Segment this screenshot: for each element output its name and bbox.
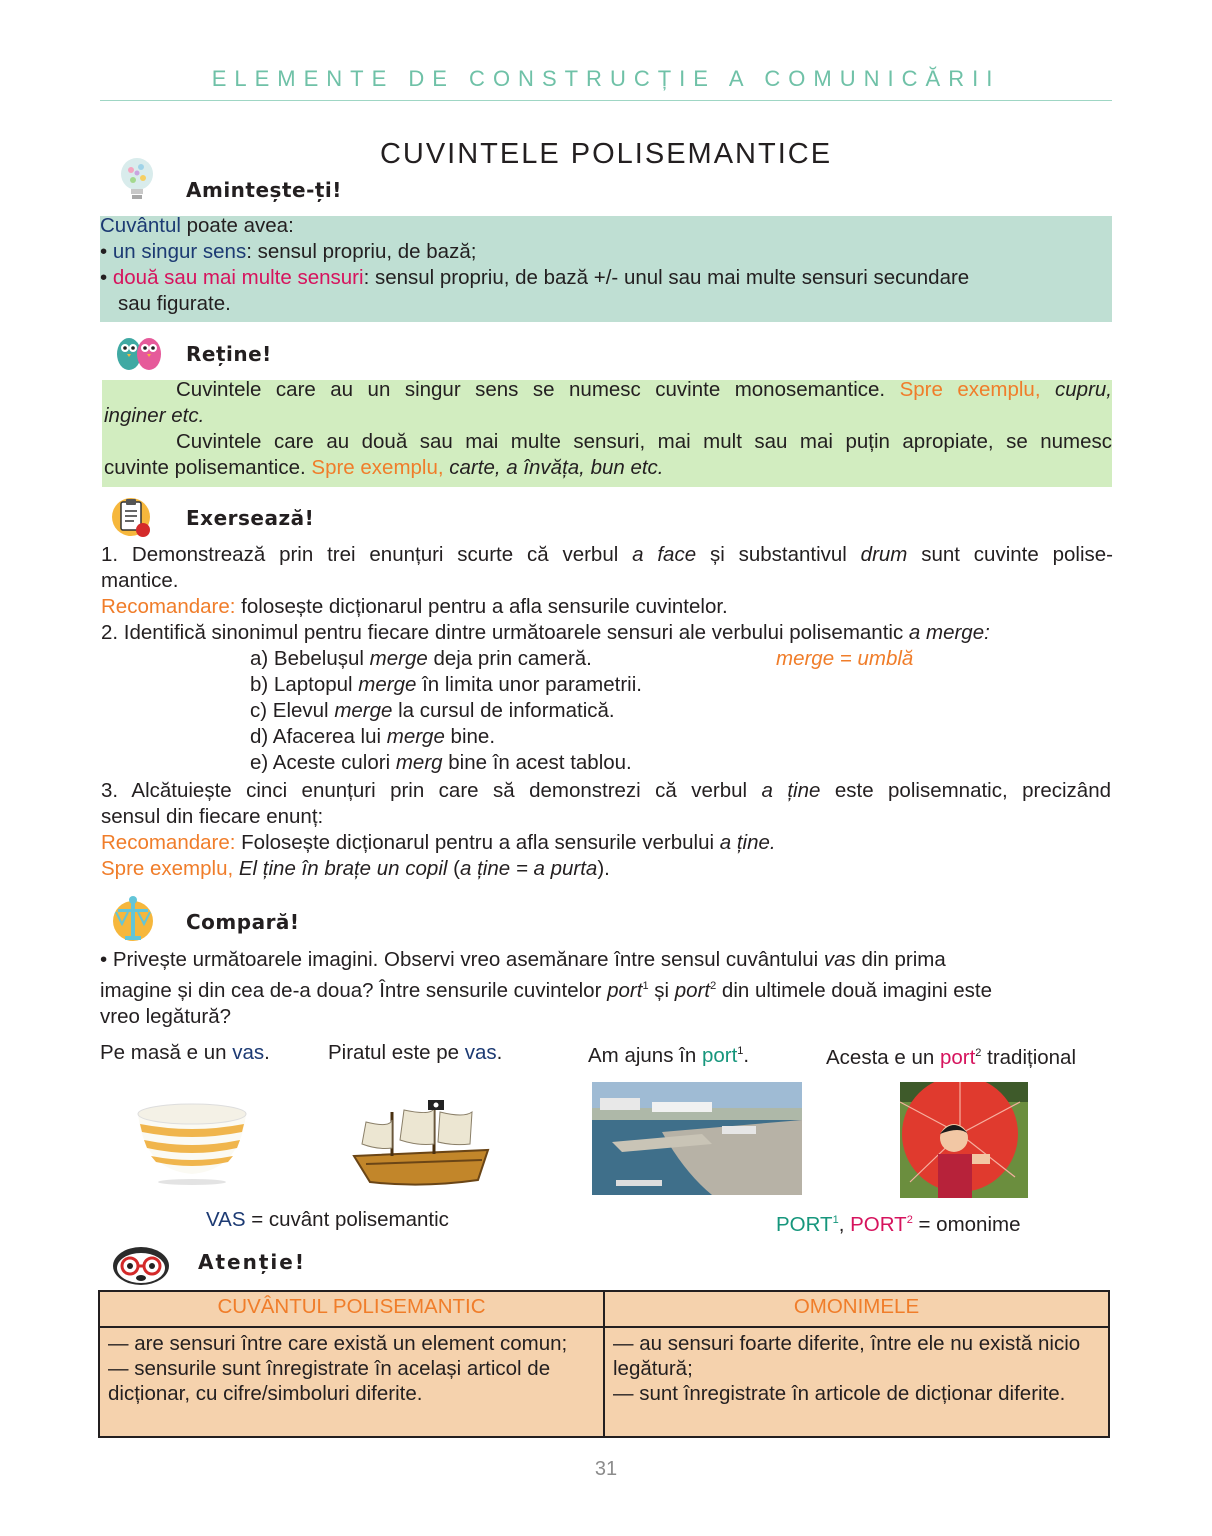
caption-bowl: Pe masă e un vas. xyxy=(100,1041,270,1064)
page-number: 31 xyxy=(594,1458,618,1480)
girl-parasol-photo xyxy=(900,1082,1028,1198)
port-definition: PORT$^1$, $PORT^2$ = omonime xyxy=(776,1212,1021,1236)
section-title-atentie: Atenție! xyxy=(198,1250,306,1274)
example-label: Spre exemplu, xyxy=(899,378,1056,401)
reminder-text: Cuvântul poate avea: • un singur sens: sensul propriu, de bază; • două sau mai multe sensuri: sensul propriu, de bază +/- unul sau mai multe sensuri secundare sau figurate. xyxy=(100,214,970,315)
example-label: Spre exemplu, xyxy=(311,456,450,479)
pirate-ship-image xyxy=(344,1098,496,1190)
table-header-homonyms: OMONIMELE xyxy=(604,1291,1109,1327)
keyword-cuvantul: Cuvântul xyxy=(100,214,181,237)
table-cell-polysemantic: — are sensuri între care există un element comun; — sensurile sunt înregistrate în același articol de dicționar, cu cifre/simboluri diferite. xyxy=(99,1327,604,1437)
vas-definition: VAS = cuvânt polisemantic xyxy=(206,1208,449,1231)
keyword-multiple-senses: două sau mai multe sensuri xyxy=(112,266,364,289)
list-item: a) Bebelușul merge deja prin cameră. xyxy=(250,647,592,670)
exercise-3: 3. Alcătuiește cinci enunțuri prin care să demonstrezi că verbul a ține este polisemnatic, precizând xyxy=(101,779,1111,802)
clipboard-icon xyxy=(112,494,154,540)
running-header: ELEMENTE DE CONSTRUCȚIE A COMUNICĂRII xyxy=(211,66,1001,91)
owls-icon xyxy=(116,334,162,372)
harbor-photo xyxy=(592,1082,802,1195)
header-divider xyxy=(100,100,1112,101)
list-item: d) Afacerea lui merge bine. xyxy=(250,725,496,748)
section-title-compara: Compară! xyxy=(186,910,300,934)
section-title-retine: Reține! xyxy=(186,342,272,366)
list-item: c) Elevul merge la cursul de informatică. xyxy=(250,699,615,722)
list-item: e) Aceste culori merg bine în acest tablou. xyxy=(250,751,632,774)
exercise-1: 1. Demonstrează prin trei enunțuri scurte că verbul a face și substantivul drum sunt cuvinte polise- xyxy=(101,543,1113,566)
caption-ship: Piratul este pe vas. xyxy=(328,1041,503,1064)
bowl-image xyxy=(134,1100,250,1186)
example-answer: merge = umblă xyxy=(776,647,914,670)
caption-tradition: Acesta e un port$^2$ tradițional xyxy=(826,1045,1077,1069)
table-header-polysemantic: CUVÂNTUL POLISEMANTIC xyxy=(99,1291,604,1327)
exercise-2-items xyxy=(250,646,770,776)
panda-glasses-icon xyxy=(110,1244,172,1286)
compare-instructions: • Privește următoarele imagini. Observi vreo asemănare între sensul cuvântului vas din prima imagine și din cea de-a doua? Între sensurile cuvintelor port$^1$ și port$^2$ din ultimele două imagini este vreo legătură? xyxy=(100,948,992,1028)
lightbulb-icon xyxy=(112,154,162,204)
exercise-3-block: 3. Alcătuiește cinci enunțuri prin care să demonstrezi că verbul a ține este polisemnatic, precizând sensul din fiecare enunț: Recomandare: Folosește dicționarul pentru a afla sensurile verbului a ține. Spre exemplu, El ține în brațe un copil (a ține = a purta). xyxy=(101,779,1111,880)
recommendation-2: Recomandare: Folosește dicționarul pentru a afla sensurile verbului a ține. xyxy=(101,831,776,854)
caption-harbor: Am ajuns în port$^1$. xyxy=(588,1043,750,1067)
exercise-2: 2. Identifică sinonimul pentru fiecare dintre următoarele sensuri ale verbului polisemantic a merge: xyxy=(101,621,990,644)
recommendation-1: Recomandare: folosește dicționarul pentru a afla sensurile cuvintelor. xyxy=(101,595,728,618)
section-title-aminteste: Amintește-ți! xyxy=(186,178,342,202)
page-title: CUVINTELE POLISEMANTICE xyxy=(379,138,833,170)
comparison-table xyxy=(98,1290,1110,1438)
exercises-block: 1. Demonstrează prin trei enunțuri scurte că verbul a face și substantivul drum sunt cuvinte polise- mantice. Recomandare: folosește dicționarul pentru a afla sensurile cuvintelor. 2. Identifică sinonimul pentru fiecare dintre următoarele sensuri ale verbului polisemantic a merge: xyxy=(101,543,1113,644)
table-cell-homonyms: — au sensuri foarte diferite, între ele nu există nicio legătură; — sunt înregistrate în articole de dicționar diferite. xyxy=(604,1327,1109,1437)
section-title-exerseaza: Exersează! xyxy=(186,506,315,530)
example-sentence: Spre exemplu, El ține în brațe un copil (a ține = a purta). xyxy=(101,857,610,880)
keyword-single-sense: un singur sens xyxy=(112,240,247,263)
scales-icon xyxy=(112,894,154,946)
definition-text: Cuvintele care au un singur sens se numesc cuvinte monosemantice. Spre exemplu, cupru, inginer etc. Cuvintele care au două sau mai multe sensuri, mai mult sau mai puțin apropiate, se numesc cuvinte polisemantice. Spre exemplu, carte, a învăța, bun etc. xyxy=(104,378,1112,479)
list-item: b) Laptopul merge în limita unor parametrii. xyxy=(250,673,642,696)
